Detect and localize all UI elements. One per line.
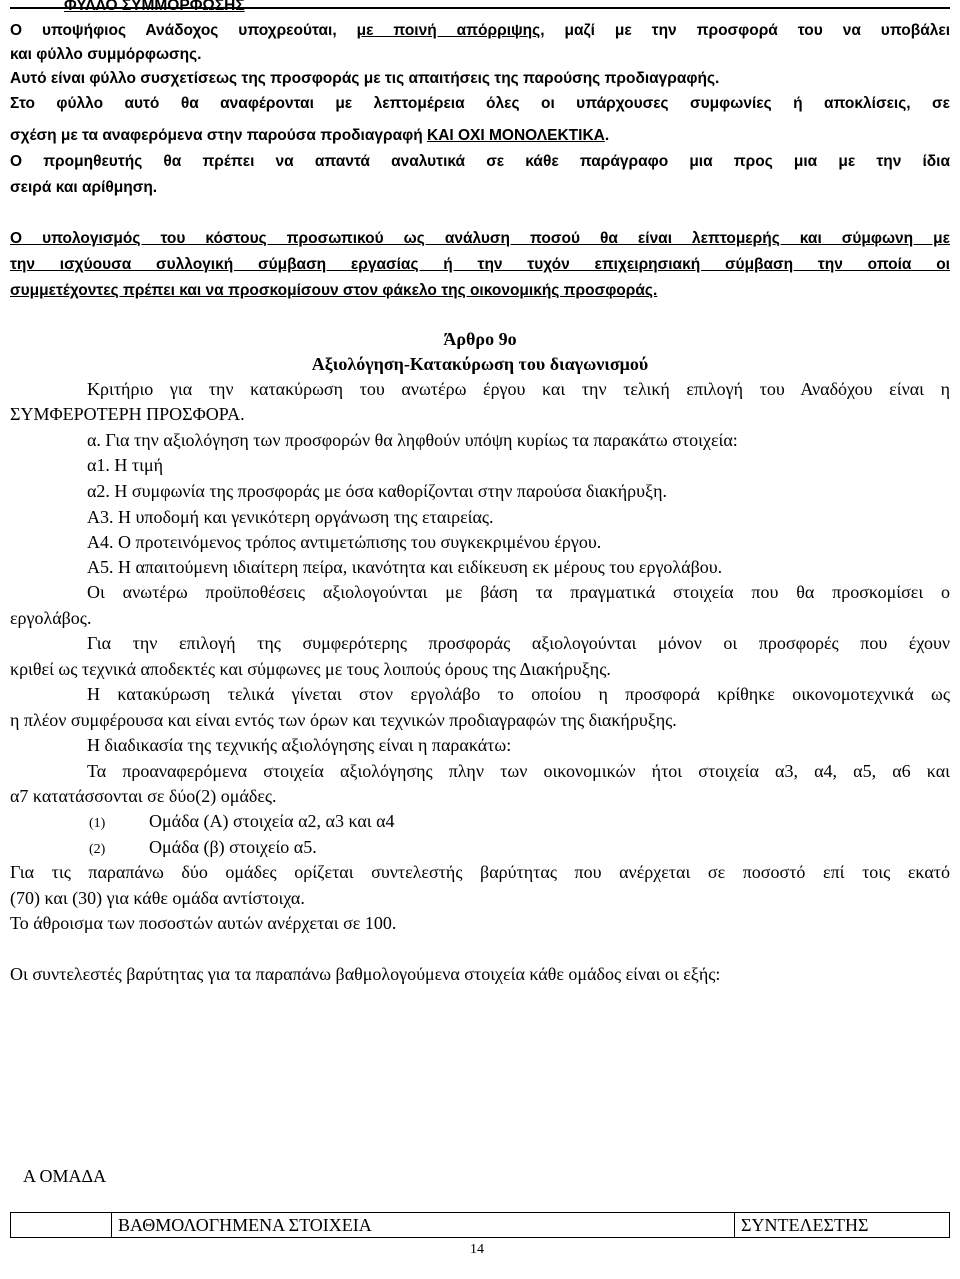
intro-line-2: και φύλλο συμμόρφωσης. [10,46,202,63]
conditions-line-1: Οι ανωτέρω προϋποθέσεις αξιολογούνται με βάση τα πραγματικά στοιχεία που θα προσκομίσει ο [87,582,950,602]
award-line-1: Η κατακύρωση τελικά γίνεται στον εργολάβο το οποίου η προσφορά κρίθηκε οικονομοτεχνικά ως [87,684,950,704]
intro-correlation-line: Αυτό είναι φύλλο συσχετίσεως της προσφοράς με τις απαιτήσεις της παρούσης προδιαγραφής. [10,70,720,87]
criteria-item: Α3. Η υποδομή και γενικότερη οργάνωση της εταιρείας. [87,507,494,527]
group-1-text: Ομάδα (Α) στοιχεία α2, α3 και α4 [149,811,395,831]
group-1-number: (1) [89,816,106,831]
process-line: Η διαδικασία της τεχνικής αξιολόγησης είναι η παρακάτω: [87,735,512,755]
group-2-number: (2) [89,842,106,857]
criterion-line-2: ΣΥΜΦΕΡΟΤΕΡΗ ΠΡΟΣΦΟΡΑ. [10,404,245,424]
criteria-item: Α4. Ο προτεινόμενος τρόπος αντιμετώπισης του συγκεκριμένου έργου. [87,532,602,552]
cost-note-line-1: Ο υπολογισμός του κόστους προσωπικού ως ανάλυση ποσού θα είναι λεπτομερής και σύμφωνη με [10,230,950,247]
intro-paragraph-1 [10,19,950,43]
compliance-heading: ΦΥΛΛΟ ΣΥΜΜΟΡΦΩΣΗΣ [64,0,245,14]
cost-note-block [10,227,950,251]
page-number: 14 [470,1242,484,1257]
cost-note-line-2: την ισχύουσα συλλογική σύμβαση εργασίας ή την τυχόν επιχειρησιακή σύμβαση την οποία οι [10,256,950,273]
groups-block [10,759,950,784]
intro-detail-line-1: Στο φύλλο αυτό θα αναφέρονται με λεπτομέρεια όλες οι υπάρχουσες συμφωνίες ή αποκλίσεις, σε [10,95,950,112]
evaluation-intro: α. Για την αξιολόγηση των προσφορών θα ληφθούν υπόψη κυρίως τα παρακάτω στοιχεία: [87,430,738,450]
selection-block [10,631,950,656]
criterion-block [10,377,950,402]
groups-line-2: α7 κατατάσσονται σε δύο(2) ομάδες. [10,786,277,806]
intro-detail-line-2: σχέση με τα αναφερόμενα στην παρούσα προδιαγραφή ΚΑΙ ΟΧΙ ΜΟΝΟΛΕΚΤΙΚΑ. [10,127,610,144]
sum-line: Το άθροισμα των ποσοστών αυτών ανέρχεται σε 100. [10,913,397,933]
group-a-label: Α ΟΜΑΔΑ [23,1166,107,1186]
weights-line-1: Για τις παραπάνω δύο ομάδες ορίζεται συντελεστής βαρύτητας που ανέρχεται σε ποσοστό επί τοις εκατό [10,862,950,882]
article-title: Αξιολόγηση-Κατακύρωση του διαγωνισμού [311,354,649,374]
award-line-2: η πλέον συμφέρουσα και είναι εντός των όρων και τεχνικών προδιαγραφών της διακήρυξης. [10,710,677,730]
criterion-line-1: Κριτήριο για την κατακύρωση του ανωτέρω έργου και την τελική επιλογή του Αναδόχου είναι η [87,379,950,399]
article-number: Άρθρο 9ο [443,329,517,349]
weights-block [10,860,950,885]
table-empty-cell [11,1213,112,1238]
supplier-line-1: Ο προμηθευτής θα πρέπει να απαντά αναλυτικά σε κάθε παράγραφο μια προς μια με την ίδια [10,153,950,170]
cost-note-line-3: συμμετέχοντες πρέπει και να προσκομίσουν στον φάκελο της οικονομικής προσφοράς. [10,282,658,299]
conditions-block [10,580,950,605]
table-header-coefficient: ΣΥΝΤΕΛΕΣΤΗΣ [735,1213,950,1238]
intro-detail-block [10,92,950,116]
criteria-item: α1. Η τιμή [87,455,164,475]
cost-note-block-2 [10,253,950,277]
coefficients-line: Οι συντελεστές βαρύτητας για τα παραπάνω βαθμολογούμενα στοιχεία κάθε ομάδος είναι οι εξής: [10,964,721,984]
weights-line-2: (70) και (30) για κάθε ομάδα αντίστοιχα. [10,888,305,908]
selection-line-2: κριθεί ως τεχνικά αποδεκτές και σύμφωνες με τους λοιπούς όρους της Διακήρυξης. [10,659,611,679]
criteria-item: α2. Η συμφωνία της προσφοράς με όσα καθορίζονται στην παρούσα διακήρυξη. [87,481,667,501]
table-header-row [11,1213,950,1238]
award-block [10,682,950,707]
group-2-text: Ομάδα (β) στοιχείο α5. [149,837,317,857]
criteria-item: Α5. Η απαιτούμενη ιδιαίτερη πείρα, ικανότητα και ειδίκευση εκ μέρους του εργολάβου. [87,557,723,577]
conditions-line-2: εργολάβος. [10,608,92,628]
supplier-line-2: σειρά και αρίθμηση. [10,179,158,196]
groups-line-1: Τα προαναφερόμενα στοιχεία αξιολόγησης πλην των οικονομικών ήτοι στοιχεία α3, α4, α5, α6 και [87,761,950,781]
coefficients-table [10,1212,950,1238]
table-header-items: ΒΑΘΜΟΛΟΓΗΜΕΝΑ ΣΤΟΙΧΕΙΑ [112,1213,735,1238]
intro-line-1: Ο υποψήφιος Ανάδοχος υποχρεούται, με ποινή απόρριψης, μαζί με την προσφορά του να υποβάλει [10,22,951,39]
selection-line-1: Για την επιλογή της συμφερότερης προσφοράς αξιολογούνται μόνον οι προσφορές που έχουν [87,633,950,653]
supplier-block [10,150,950,174]
